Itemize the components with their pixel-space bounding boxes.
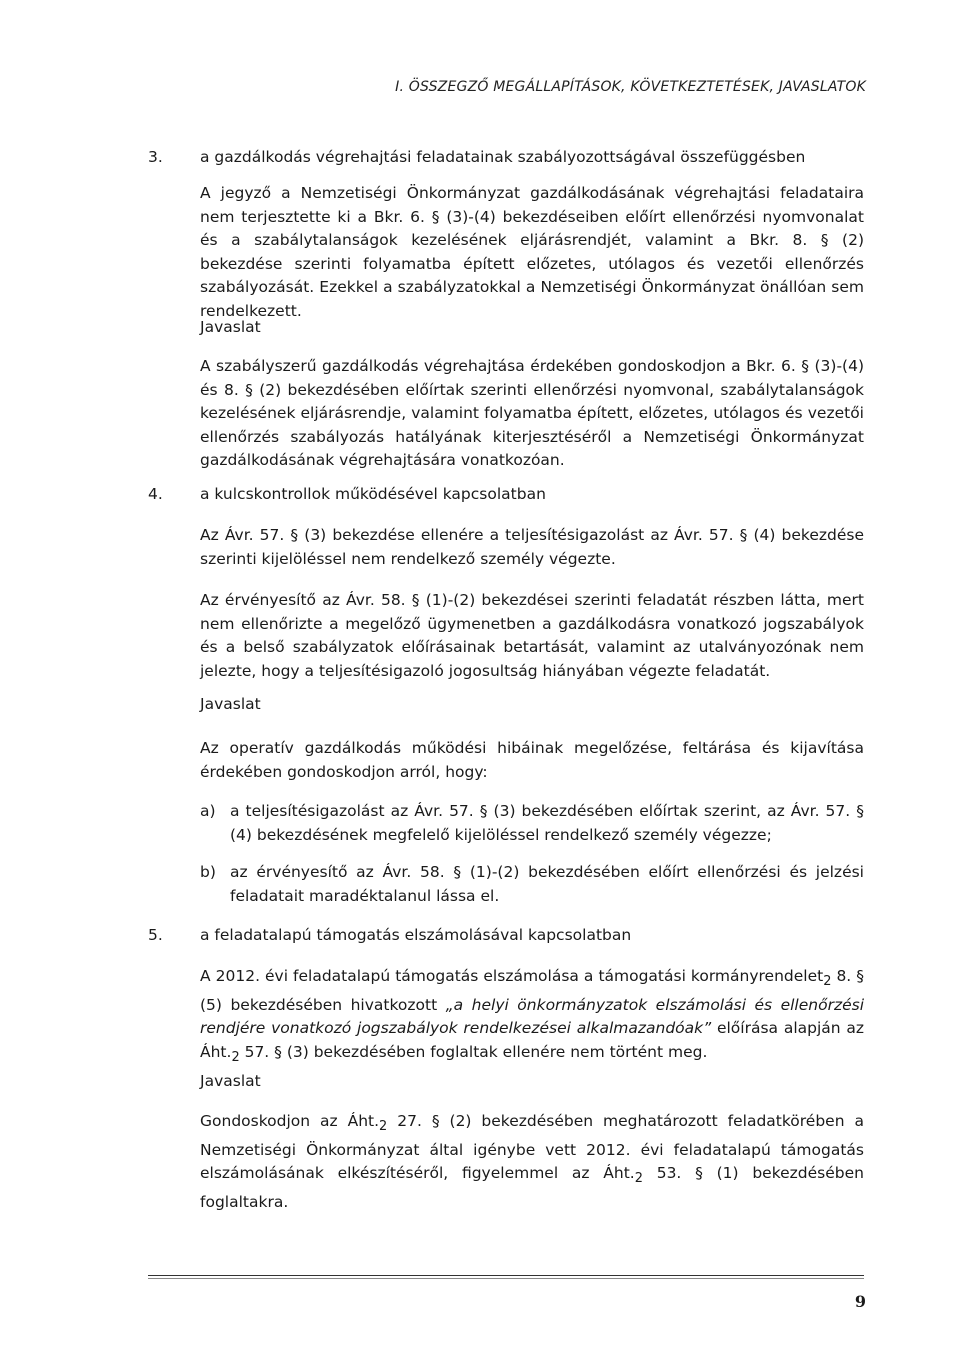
footer-rule-secondary xyxy=(148,1278,864,1279)
section-4-finding-2: Az érvényesítő az Ávr. 58. § (1)-(2) bekezdései szerinti feladatát részben látta, mert nem ellenőrizte a megelőző ügymenetben a gazdálkodásra vonatkozó jogszabályok és a belső szabályzatok előírásainak betartását, valamint az utalványozónak nem jelezte, hogy a teljesítésigazoló jogosultság hiányában végezte feladatát. xyxy=(200,591,864,680)
section-5-finding xyxy=(200,965,864,1069)
section-number: 5. xyxy=(148,926,163,944)
running-header: I. ÖSSZEGZŐ MEGÁLLAPÍTÁSOK, KÖVETKEZTETÉSEK, JAVASLATOK xyxy=(395,79,866,95)
text-run: 53. § (1) bekezdésében foglaltakra. xyxy=(200,1164,864,1211)
item-marker: a) xyxy=(200,802,216,820)
item-marker: b) xyxy=(200,863,216,881)
item-text: az érvényesítő az Ávr. 58. § (1)-(2) bekezdésében előírt ellenőrzési és jelzési feladatait maradéktalanul lássa el. xyxy=(230,863,864,905)
footer-rule xyxy=(148,1275,864,1276)
section-title: a kulcskontrollok működésével kapcsolatban xyxy=(200,485,546,503)
section-3-finding: A jegyző a Nemzetiségi Önkormányzat gazdálkodásának végrehajtási feladataira nem terjesztette ki a Bkr. 6. § (3)-(4) bekezdéseiben előírt ellenőrzési nyomvonalat és a szabálytalanságok kezelésének eljárásrendjét, valamint a Bkr. 8. § (2) bekezdése szerinti folyamatba épített előzetes, utólagos és vezetői ellenőrzés szabályozását. Ezekkel a szabályzatokkal a Nemzetiségi Önkormányzat önállóan sem rendelkezett. xyxy=(200,184,864,320)
item-text: a teljesítésigazolást az Ávr. 57. § (3) bekezdésében előírtak szerint, az Ávr. 57. § (4) bekezdésének megfelelő kijelöléssel rendelkező személy végezze; xyxy=(230,802,864,844)
text-run: A 2012. évi feladatalapú támogatás elszámolása a támogatási kormányrendelet xyxy=(200,967,824,985)
section-3-recommendation: A szabályszerű gazdálkodás végrehajtása érdekében gondoskodjon a Bkr. 6. § (3)-(4) és 8. § (2) bekezdésében előírtak szerinti ellenőrzési nyomvonal, szabálytalanságok kezelésének eljárásrendje, valamint folyamatba épített, előzetes, utólagos és vezetői ellenőrzés szabályozás hatályának kiterjesztéséről a Nemzetiségi Önkormányzat gazdálkodásának végrehajtására vonatkozóan. xyxy=(200,357,864,469)
text-run: 27. § (2) bekezdésében meghatározott feladatkörében a Nemzetiségi Önkormányzat által igénybe vett 2012. évi feladatalapú támogatás elszámolásának elkészítéséről, figyelemmel az Áht. xyxy=(200,1112,864,1183)
subscript: 2 xyxy=(634,1171,643,1187)
page-number: 9 xyxy=(854,1292,866,1311)
text-run: 57. § (3) bekezdésében foglaltak ellenére nem történt meg. xyxy=(239,1042,708,1061)
text-run: 8. § (5) bekezdésében hivatkozott xyxy=(200,967,864,1014)
section-4-recommendation: Az operatív gazdálkodás működési hibáinak megelőzése, feltárása és kijavítása érdekében gondoskodjon arról, hogy: xyxy=(200,739,864,781)
section-4-javaslat-label: Javaslat xyxy=(200,695,261,713)
subscript: 2 xyxy=(231,1049,240,1065)
text-run: Gondoskodjon az Áht. xyxy=(200,1112,380,1130)
section-title: a feladatalapú támogatás elszámolásával kapcsolatban xyxy=(200,926,632,944)
subscript: 2 xyxy=(823,974,832,990)
section-number: 4. xyxy=(148,485,163,503)
section-4-finding-1: Az Ávr. 57. § (3) bekezdése ellenére a teljesítésigazolást az Ávr. 57. § (4) bekezdése szerinti kijelöléssel nem rendelkező személy végezte. xyxy=(200,526,864,568)
section-5-javaslat-label: Javaslat xyxy=(200,1072,261,1090)
section-title: a gazdálkodás végrehajtási feladatainak szabályozottságával összefüggésben xyxy=(200,148,806,166)
quoted-text: „a helyi önkormányzatok elszámolási és ellenőrzési rendjére vonatkozó jogszabályok rendelkezései alkalmazandóak” xyxy=(200,995,864,1038)
recommendation-item-b xyxy=(200,861,864,908)
section-5-recommendation xyxy=(200,1110,864,1214)
subscript: 2 xyxy=(379,1119,388,1135)
section-number: 3. xyxy=(148,148,163,166)
section-3-javaslat-label: Javaslat xyxy=(200,318,261,336)
text-run: előírása alapján az Áht. xyxy=(200,1019,865,1061)
recommendation-item-a xyxy=(200,800,864,847)
